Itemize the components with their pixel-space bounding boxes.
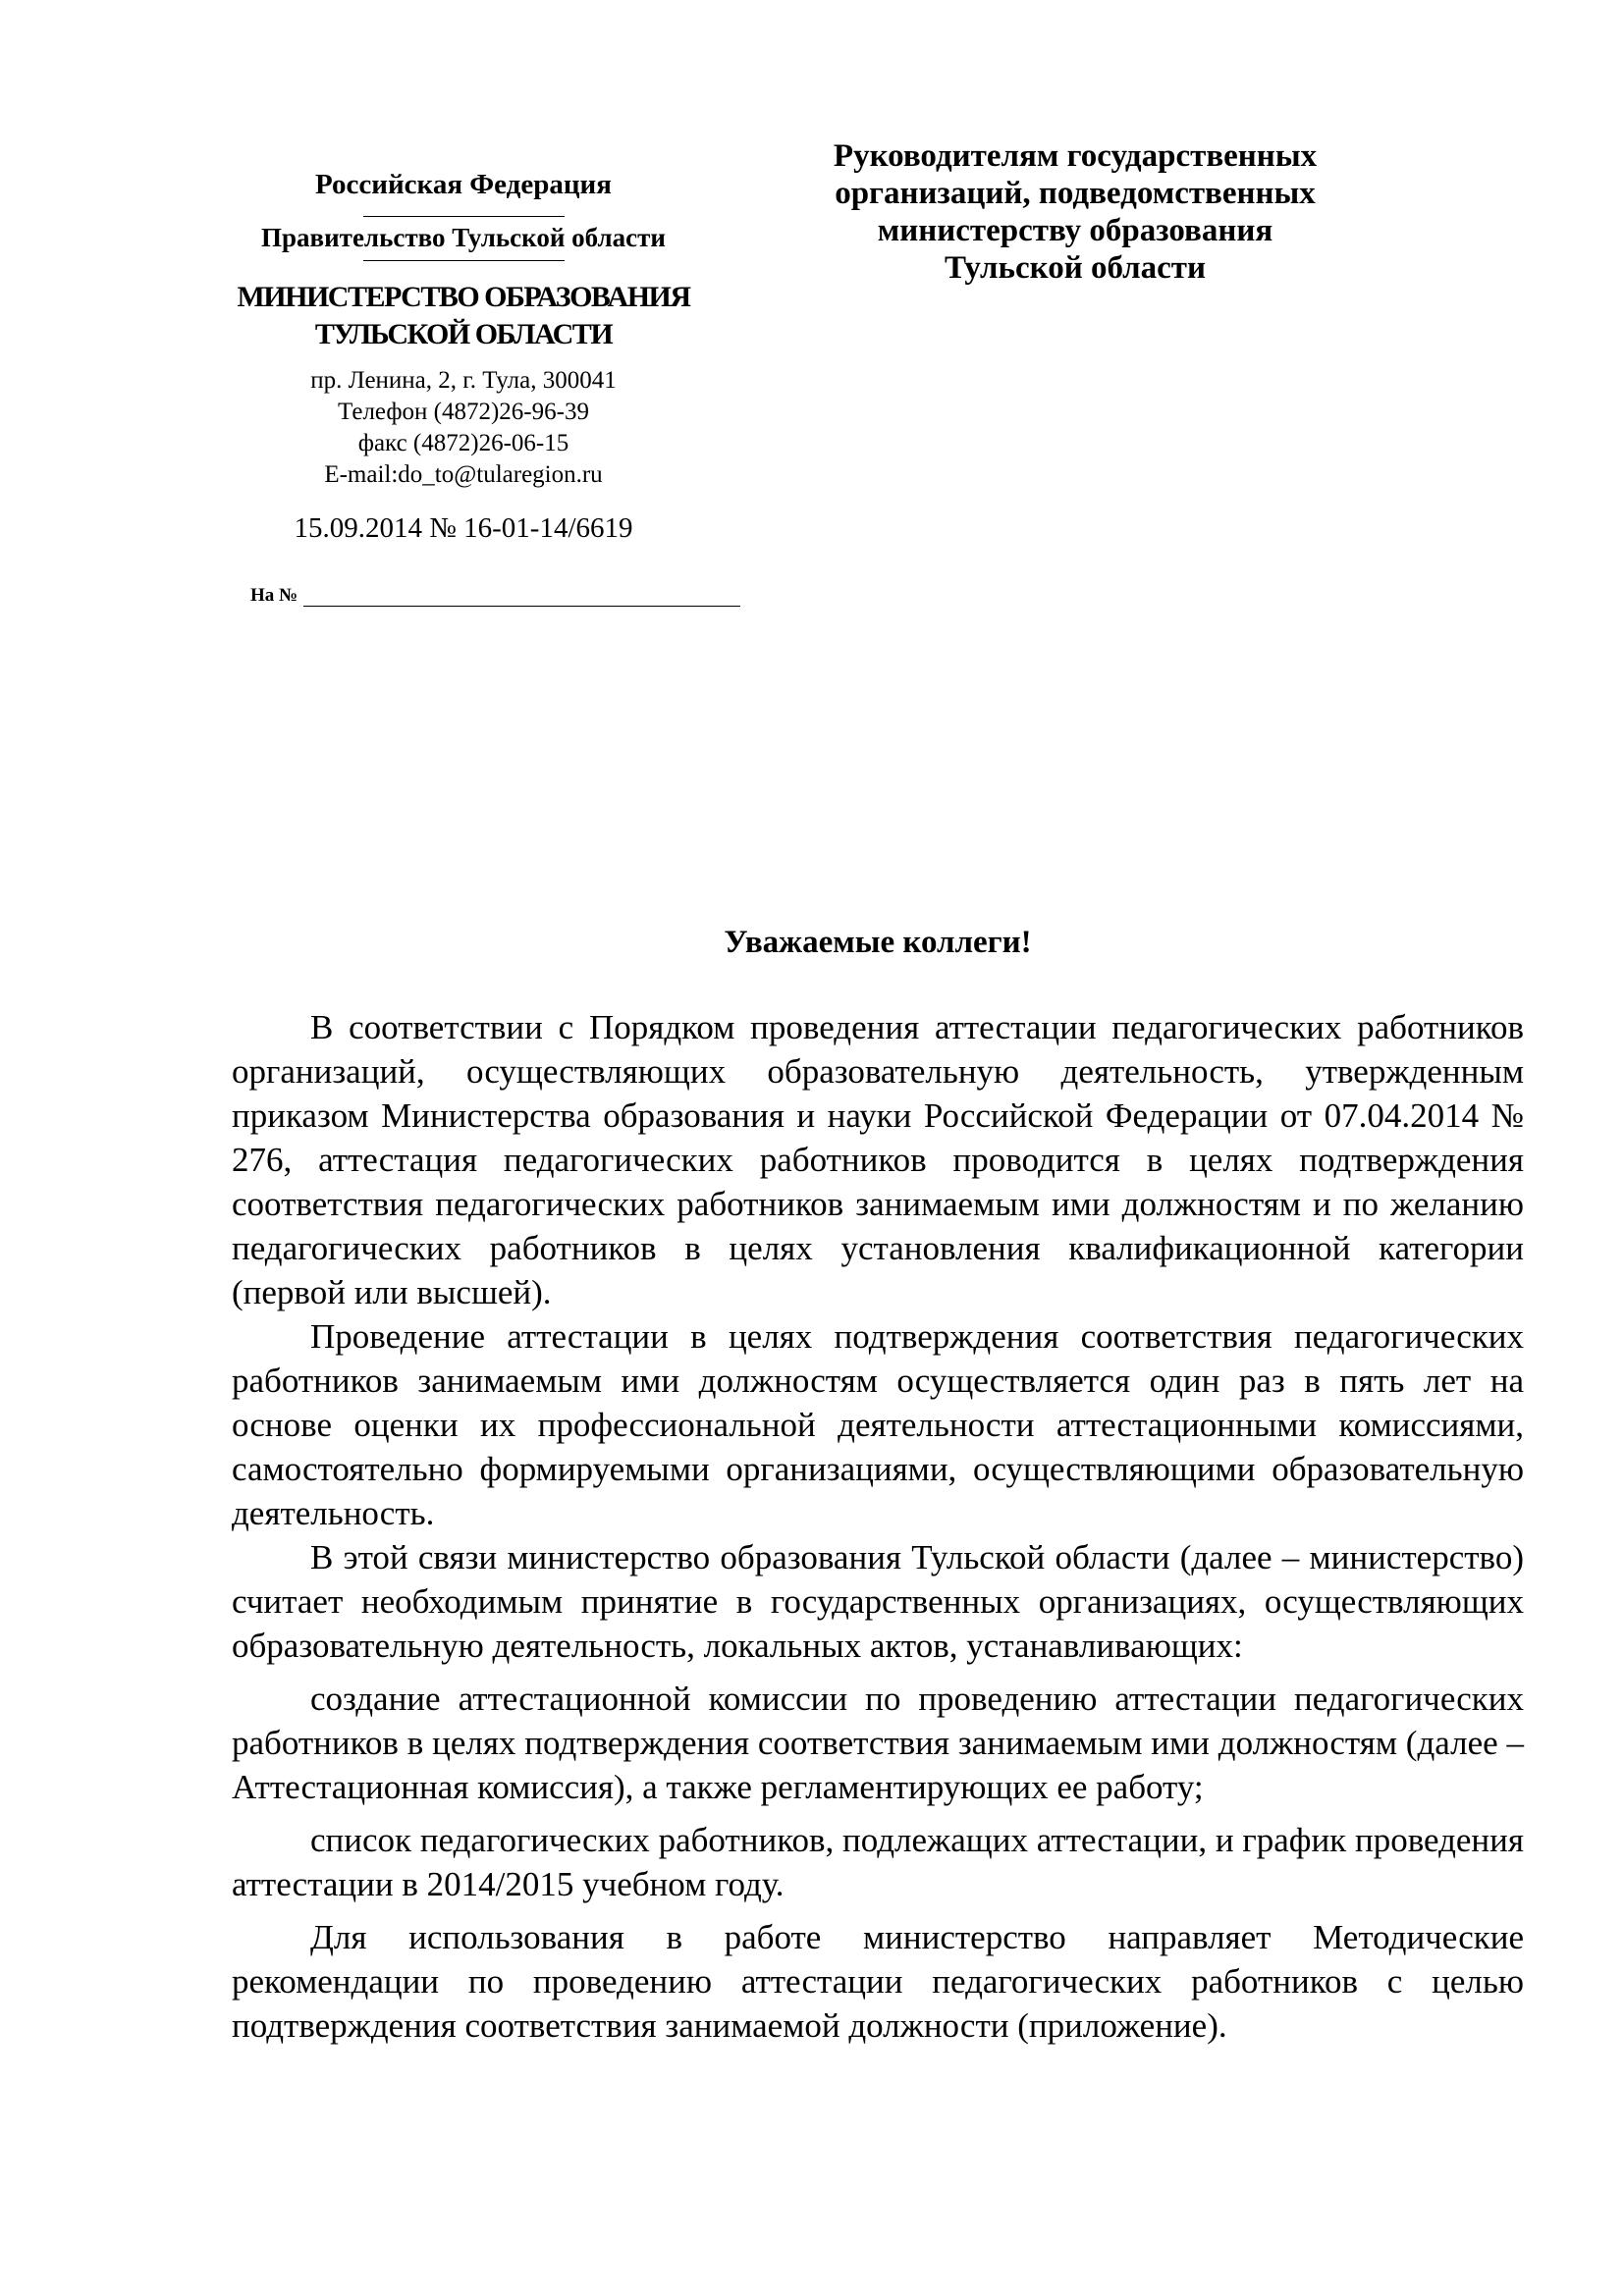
addressee-line: Руководителям государственных bbox=[833, 138, 1318, 174]
reply-reference-blank bbox=[303, 588, 740, 607]
reply-reference-label: На № bbox=[250, 585, 298, 606]
email-address: E-mail:do_to@tularegion.ru bbox=[324, 461, 603, 488]
addressee-line: министерству образования bbox=[877, 213, 1273, 248]
body-paragraph: Проведение аттестации в целях подтверждения соответствия педагогических работников занимаемым ими должностям осуществляется один раз в пять лет на основе оценки их профессиональной деятельности аттестационными комиссиями, самостоятельно формируемыми организациями, осуществляющими образовательную деятельность. bbox=[232, 1317, 1524, 1532]
contact-details bbox=[228, 365, 699, 491]
phone-number: Телефон (4872)26-96-39 bbox=[338, 399, 589, 425]
body-paragraph: список педагогических работников, подлежащих аттестации, и график проведения аттестации в 2014/2015 учебном году. bbox=[232, 1821, 1524, 1903]
ministry-name-line1: МИНИСТЕРСТВО ОБРАЗОВАНИЯ bbox=[237, 281, 690, 313]
body-paragraph: Для использования в работе министерство направляет Методические рекомендации по проведению аттестации педагогических работников с целью подтверждения соответствия занимаемой должности (приложение). bbox=[232, 1918, 1524, 2045]
government-name: Правительство Тульской области bbox=[261, 223, 666, 252]
fax-number: факс (4872)26-06-15 bbox=[357, 430, 569, 456]
addressee-line: Тульской области bbox=[944, 250, 1207, 286]
addressee-line: организаций, подведомственных bbox=[835, 176, 1316, 211]
country-name: Российская Федерация bbox=[315, 169, 612, 200]
letter-body bbox=[232, 1005, 1524, 2048]
divider bbox=[363, 260, 565, 261]
body-paragraph: создание аттестационной комиссии по проведению аттестации педагогических работников в целях подтверждения соответствия занимаемым ими должностям (далее – Аттестационная комиссия), а также регламентирующих ее работу; bbox=[232, 1680, 1524, 1806]
body-paragraph: В соответствии с Порядком проведения аттестации педагогических работников организаций, осуществляющих образовательную деятельность, утвержденным приказом Министерства образования и науки Российской Федерации от 07.04.2014 № 276, аттестация педагогических работников проводится в целях подтверждения соответствия педагогических работников занимаемым ими должностям и по желанию педагогических работников в целях установления квалификационной категории (первой или высшей). bbox=[232, 1008, 1524, 1311]
ministry-name-line2: ТУЛЬСКОЙ ОБЛАСТИ bbox=[314, 318, 613, 350]
reply-reference bbox=[250, 585, 740, 607]
document-date-number: 15.09.2014 № 16-01-14/6619 bbox=[294, 512, 633, 544]
addressee-block bbox=[825, 137, 1326, 287]
letterhead bbox=[228, 167, 699, 546]
divider bbox=[363, 216, 565, 217]
postal-address: пр. Ленина, 2, г. Тула, 300041 bbox=[310, 367, 617, 394]
salutation: Уважаемые коллеги! bbox=[724, 925, 1032, 960]
body-paragraph: В этой связи министерство образования Тульской области (далее – министерство) считает необходимым принятие в государственных организациях, осуществляющих образовательную деятельность, локальных актов, устанавливающих: bbox=[232, 1538, 1524, 1665]
